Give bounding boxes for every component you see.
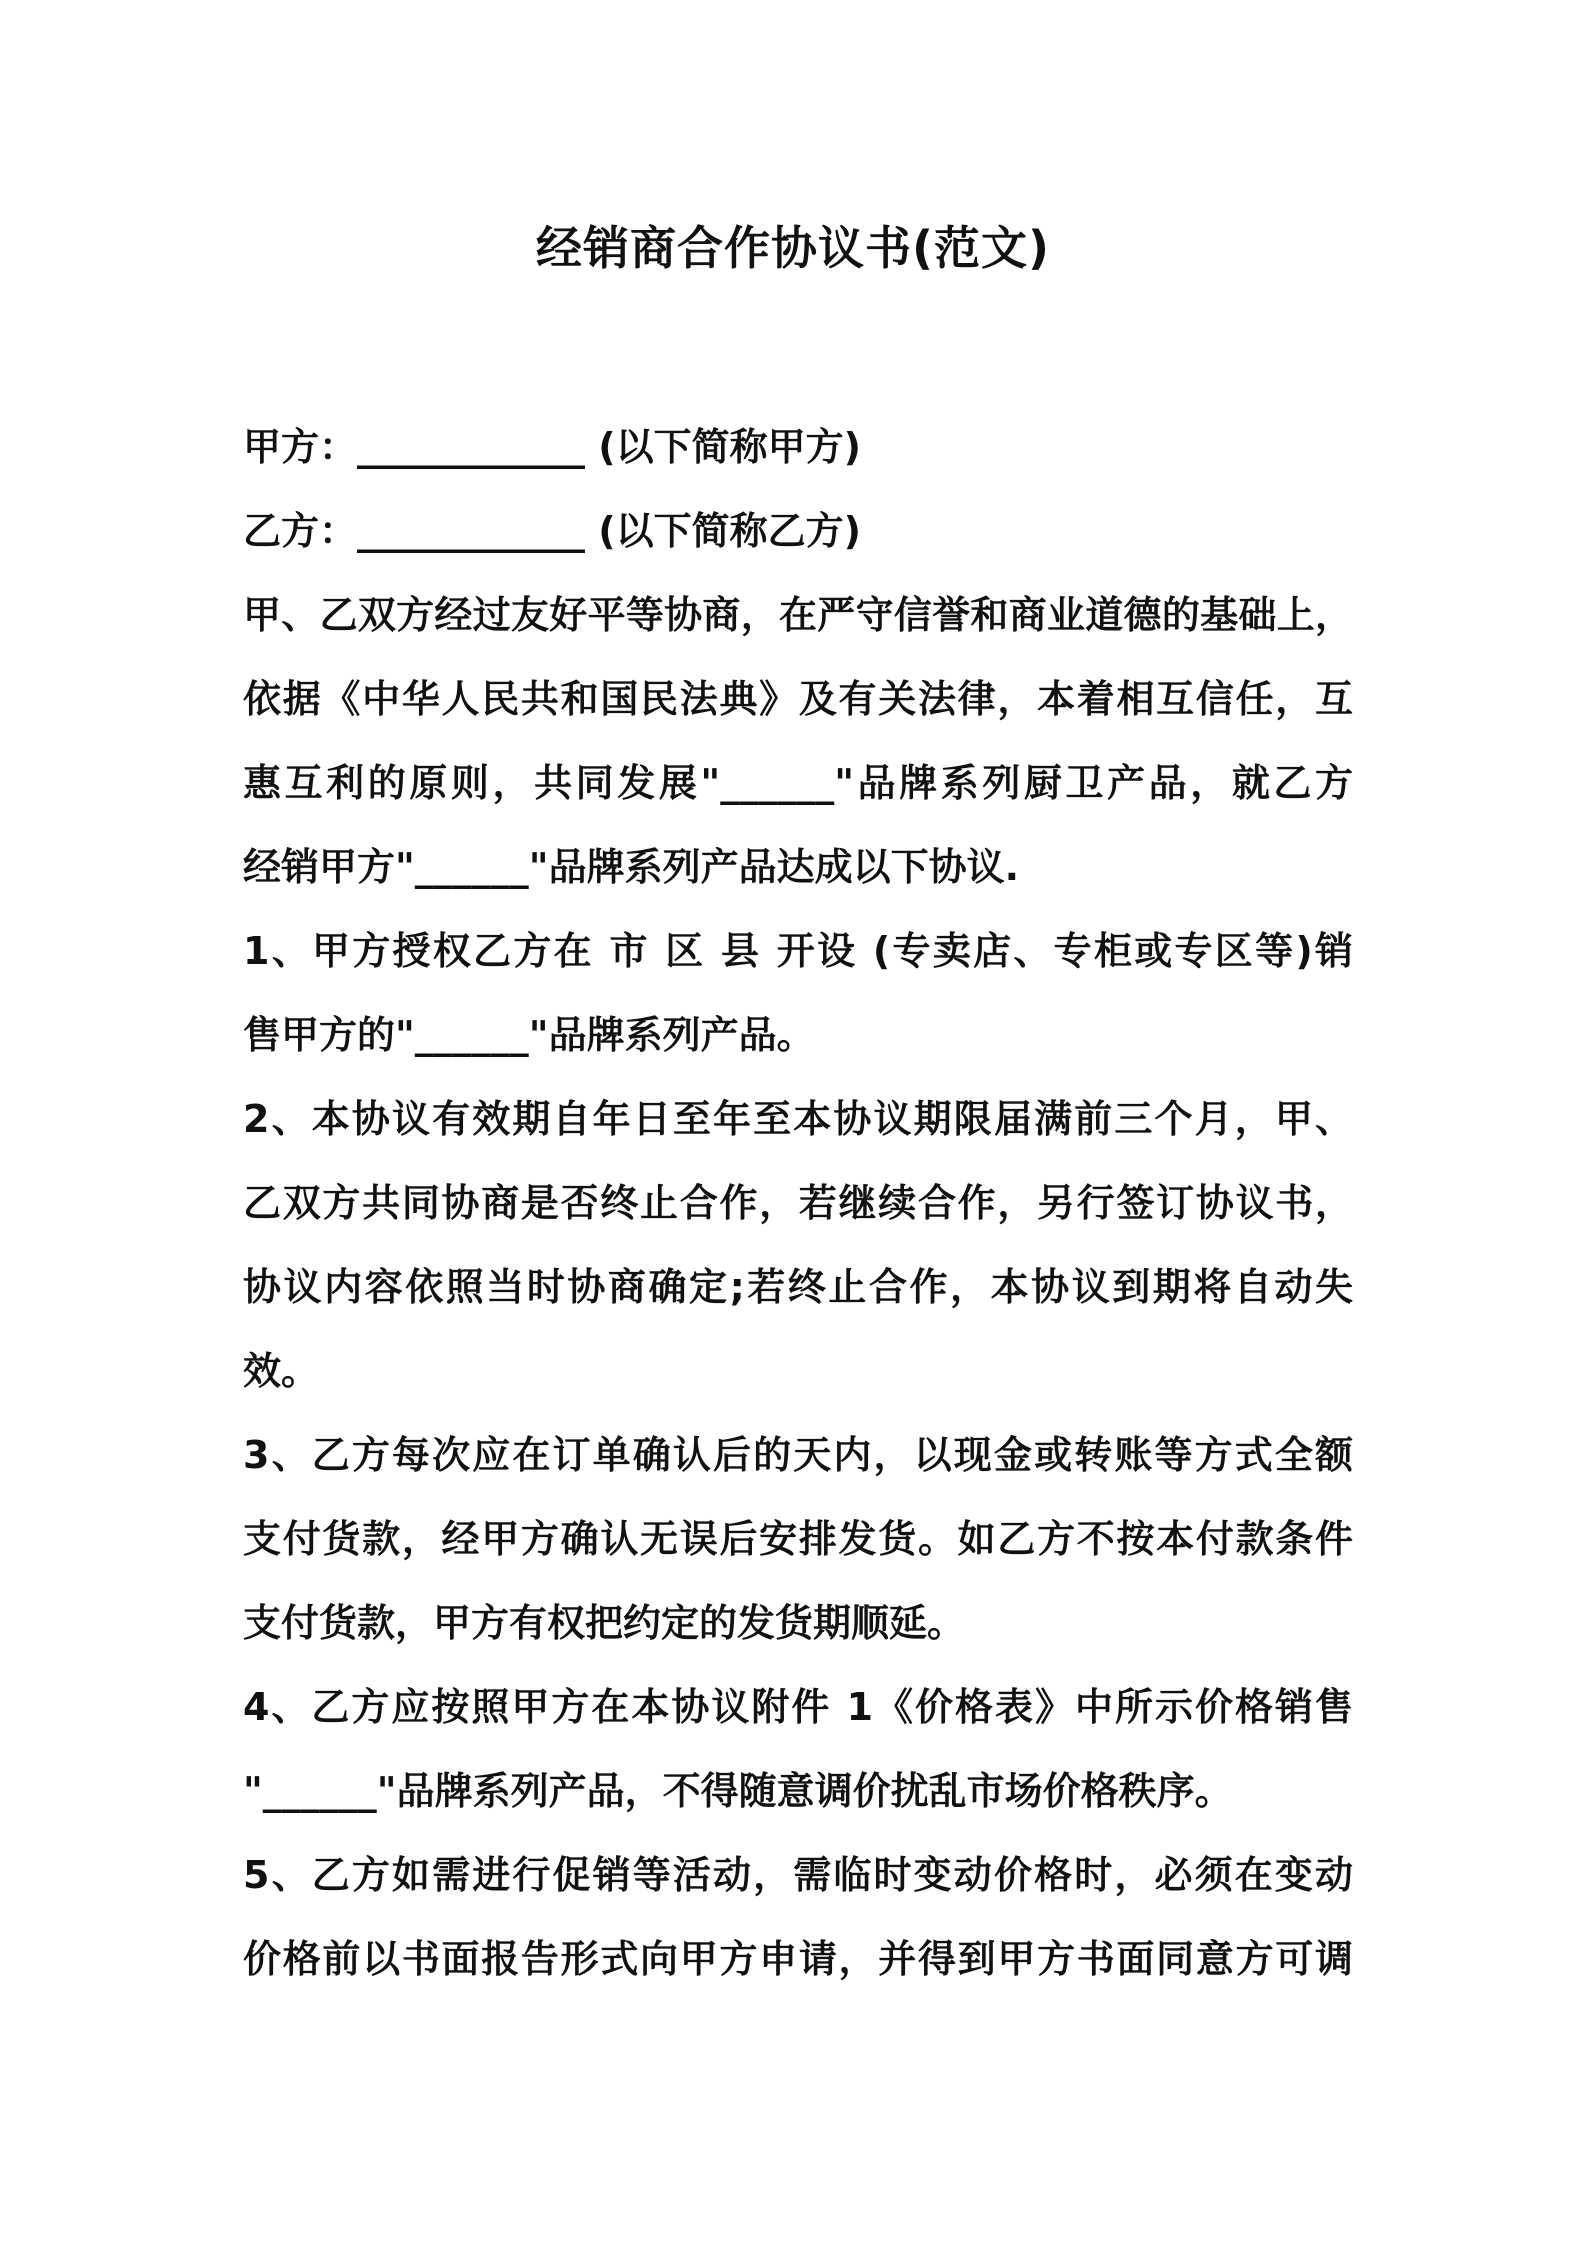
- body-line-1: 甲方：____________ (以下简称甲方): [243, 425, 861, 469]
- body-line-7: 1、甲方授权乙方在 市 区 县 开设 (专卖店、专柜或专区等)销: [243, 929, 1353, 973]
- body-line-19: 价格前以书面报告形式向甲方申请，并得到甲方书面同意方可调: [243, 1937, 1353, 1981]
- body-line-12: 效。: [243, 1349, 320, 1393]
- body-line-16: 4、乙方应按照甲方在本协议附件 1《价格表》中所示价格销售: [243, 1685, 1353, 1729]
- body-line-15: 支付货款，甲方有权把约定的发货期顺延。: [243, 1601, 966, 1645]
- document-title: 经销商合作协议书(范文): [535, 221, 1051, 275]
- body-line-2: 乙方：____________ (以下简称乙方): [243, 509, 861, 553]
- body-line-8: 售甲方的"______"品牌系列产品。: [243, 1013, 815, 1057]
- body-line-5: 惠互利的原则，共同发展"______"品牌系列厨卫产品，就乙方: [243, 761, 1353, 805]
- body-line-10: 乙双方共同协商是否终止合作，若继续合作，另行签订协议书，: [243, 1181, 1353, 1225]
- body-line-4: 依据《中华人民共和国民法典》及有关法律，本着相互信任，互: [243, 677, 1353, 721]
- body-line-14: 支付货款，经甲方确认无误后安排发货。如乙方不按本付款条件: [243, 1517, 1353, 1561]
- body-line-17: "______"品牌系列产品，不得随意调价扰乱市场价格秩序。: [243, 1769, 1233, 1813]
- body-line-13: 3、乙方每次应在订单确认后的天内，以现金或转账等方式全额: [243, 1433, 1353, 1477]
- body-line-18: 5、乙方如需进行促销等活动，需临时变动价格时，必须在变动: [243, 1853, 1353, 1897]
- body-line-9: 2、本协议有效期自年日至年至本协议期限届满前三个月，甲、: [243, 1097, 1353, 1141]
- body-line-6: 经销甲方"______"品牌系列产品达成以下协议.: [243, 845, 1020, 889]
- body-line-11: 协议内容依照当时协商确定;若终止合作，本协议到期将自动失: [243, 1265, 1353, 1309]
- body-line-3: 甲、乙双方经过友好平等协商，在严守信誉和商业道德的基础上，: [243, 593, 1353, 637]
- document-body: [243, 405, 1353, 2001]
